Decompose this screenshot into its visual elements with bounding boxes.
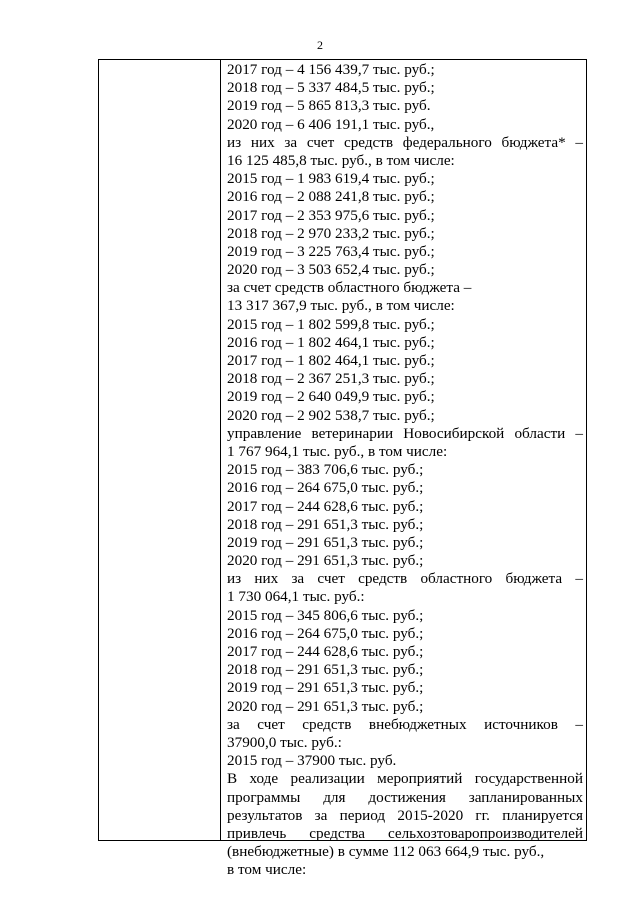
text-line	[227, 807, 583, 825]
text-line: 2019 год – 5 865 813,3 тыс. руб.	[227, 97, 431, 115]
text-word: средств	[343, 133, 394, 151]
text-line: 1 730 064,1 тыс. руб.:	[227, 588, 365, 606]
text-line	[227, 789, 583, 807]
text-line: 2018 год – 2 970 233,2 тыс. руб.;	[227, 224, 435, 242]
text-line: 2015 год – 383 706,6 тыс. руб.;	[227, 461, 424, 479]
text-line	[227, 134, 583, 152]
text-word: за	[284, 133, 298, 151]
text-word: счет	[306, 133, 335, 151]
text-line: 16 125 485,8 тыс. руб., в том числе:	[227, 151, 455, 169]
text-line	[227, 825, 583, 843]
text-line: 2019 год – 291 651,3 тыс. руб.;	[227, 679, 424, 697]
text-line: 37900,0 тыс. руб.:	[227, 733, 342, 751]
text-line: 2019 год – 3 225 763,4 тыс. руб.;	[227, 242, 435, 260]
text-line: 2018 год – 2 367 251,3 тыс. руб.;	[227, 370, 435, 388]
text-word: ветеринарии	[311, 424, 394, 442]
text-word: реализации	[290, 770, 365, 788]
text-word: источников	[484, 715, 558, 733]
text-word: сельхозтоваропроизводителей	[387, 824, 583, 842]
text-line: 2019 год – 2 640 049,9 тыс. руб.;	[227, 388, 435, 406]
text-word: них	[254, 570, 279, 588]
text-word: –	[575, 715, 583, 733]
text-line: за счет средств областного бюджета –	[227, 279, 472, 297]
text-line: 2016 год – 264 675,0 тыс. руб.;	[227, 479, 424, 497]
text-word: средства	[309, 824, 365, 842]
text-word: государственной	[474, 770, 583, 788]
text-word: бюджета	[505, 570, 563, 588]
text-line: 2015 год – 37900 тыс. руб.	[227, 752, 397, 770]
text-line: 2017 год – 4 156 439,7 тыс. руб.;	[227, 61, 435, 78]
text-line: 2016 год – 264 675,0 тыс. руб.;	[227, 624, 424, 642]
text-line: 2017 год – 1 802 464,1 тыс. руб.;	[227, 352, 435, 369]
text-line: 2020 год – 3 503 652,4 тыс. руб.;	[227, 261, 435, 279]
text-line: 2018 год – 291 651,3 тыс. руб.;	[227, 661, 424, 679]
text-word: программы	[227, 788, 301, 806]
text-word: период	[339, 806, 386, 824]
text-word: для	[323, 788, 346, 806]
text-word: счет	[317, 570, 345, 588]
text-line	[227, 716, 583, 734]
text-line: 2017 год – 244 628,6 тыс. руб.;	[227, 497, 424, 515]
table-left-cell	[99, 60, 221, 840]
text-word: В	[227, 770, 238, 788]
text-word: ходе	[249, 770, 279, 788]
text-line: 13 317 367,9 тыс. руб., в том числе:	[227, 297, 455, 315]
text-word: планируется	[502, 806, 583, 824]
text-line: 2019 год – 291 651,3 тыс. руб.;	[227, 533, 424, 551]
text-line: 2015 год – 345 806,6 тыс. руб.;	[227, 606, 424, 624]
text-word: Новосибирской	[403, 424, 505, 442]
text-word: гг.	[475, 806, 490, 824]
text-line: 2015 год – 1 983 619,4 тыс. руб.;	[227, 170, 435, 188]
text-word: счет	[257, 715, 285, 733]
text-line: в том числе:	[227, 861, 307, 879]
text-word: –	[575, 424, 583, 442]
text-word: –	[575, 133, 583, 151]
text-word: –	[575, 570, 583, 588]
text-line: 1 767 964,1 тыс. руб., в том числе:	[227, 442, 448, 460]
text-word: них	[250, 133, 275, 151]
text-word: за	[227, 715, 240, 733]
text-line: 2015 год – 1 802 599,8 тыс. руб.;	[227, 315, 435, 333]
text-word: за	[291, 570, 305, 588]
text-line	[227, 770, 583, 788]
text-line: 2017 год – 244 628,6 тыс. руб.;	[227, 643, 424, 660]
text-line: 2017 год – 2 353 975,6 тыс. руб.;	[227, 206, 435, 224]
text-word: запланированных	[468, 788, 583, 806]
text-line: 2016 год – 1 802 464,1 тыс. руб.;	[227, 333, 435, 351]
text-line: 2018 год – 291 651,3 тыс. руб.;	[227, 515, 424, 533]
text-word: средств	[358, 570, 408, 588]
page-number: 2	[317, 38, 323, 52]
text-word: результатов	[227, 806, 303, 824]
text-line: 2020 год – 291 651,3 тыс. руб.;	[227, 697, 424, 715]
text-word: федерального	[402, 133, 492, 151]
text-word: 2015-2020	[397, 806, 464, 824]
text-word: области	[514, 424, 566, 442]
table-right-cell	[227, 61, 583, 879]
text-line: 2018 год – 5 337 484,5 тыс. руб.;	[227, 79, 435, 97]
text-word: бюджета*	[501, 133, 566, 151]
text-word: областного	[420, 570, 493, 588]
text-word: привлечь	[227, 824, 287, 842]
text-word: средств	[302, 715, 352, 733]
text-word: достижения	[368, 788, 446, 806]
text-word: мероприятий	[377, 770, 463, 788]
text-line	[227, 425, 583, 443]
text-word: за	[314, 806, 328, 824]
text-word: управление	[227, 424, 302, 442]
text-word: внебюджетных	[368, 715, 467, 733]
text-line	[227, 570, 583, 588]
document-table	[98, 59, 587, 879]
text-word: из	[227, 133, 242, 151]
text-line: 2020 год – 2 902 538,7 тыс. руб.;	[227, 406, 435, 424]
text-line: 2016 год – 2 088 241,8 тыс. руб.;	[227, 188, 435, 206]
text-line: 2020 год – 291 651,3 тыс. руб.;	[227, 552, 424, 570]
text-line: 2020 год – 6 406 191,1 тыс. руб.,	[227, 115, 435, 133]
text-line: (внебюджетные) в сумме 112 063 664,9 тыс. руб.,	[227, 843, 545, 861]
text-word: из	[227, 570, 242, 588]
